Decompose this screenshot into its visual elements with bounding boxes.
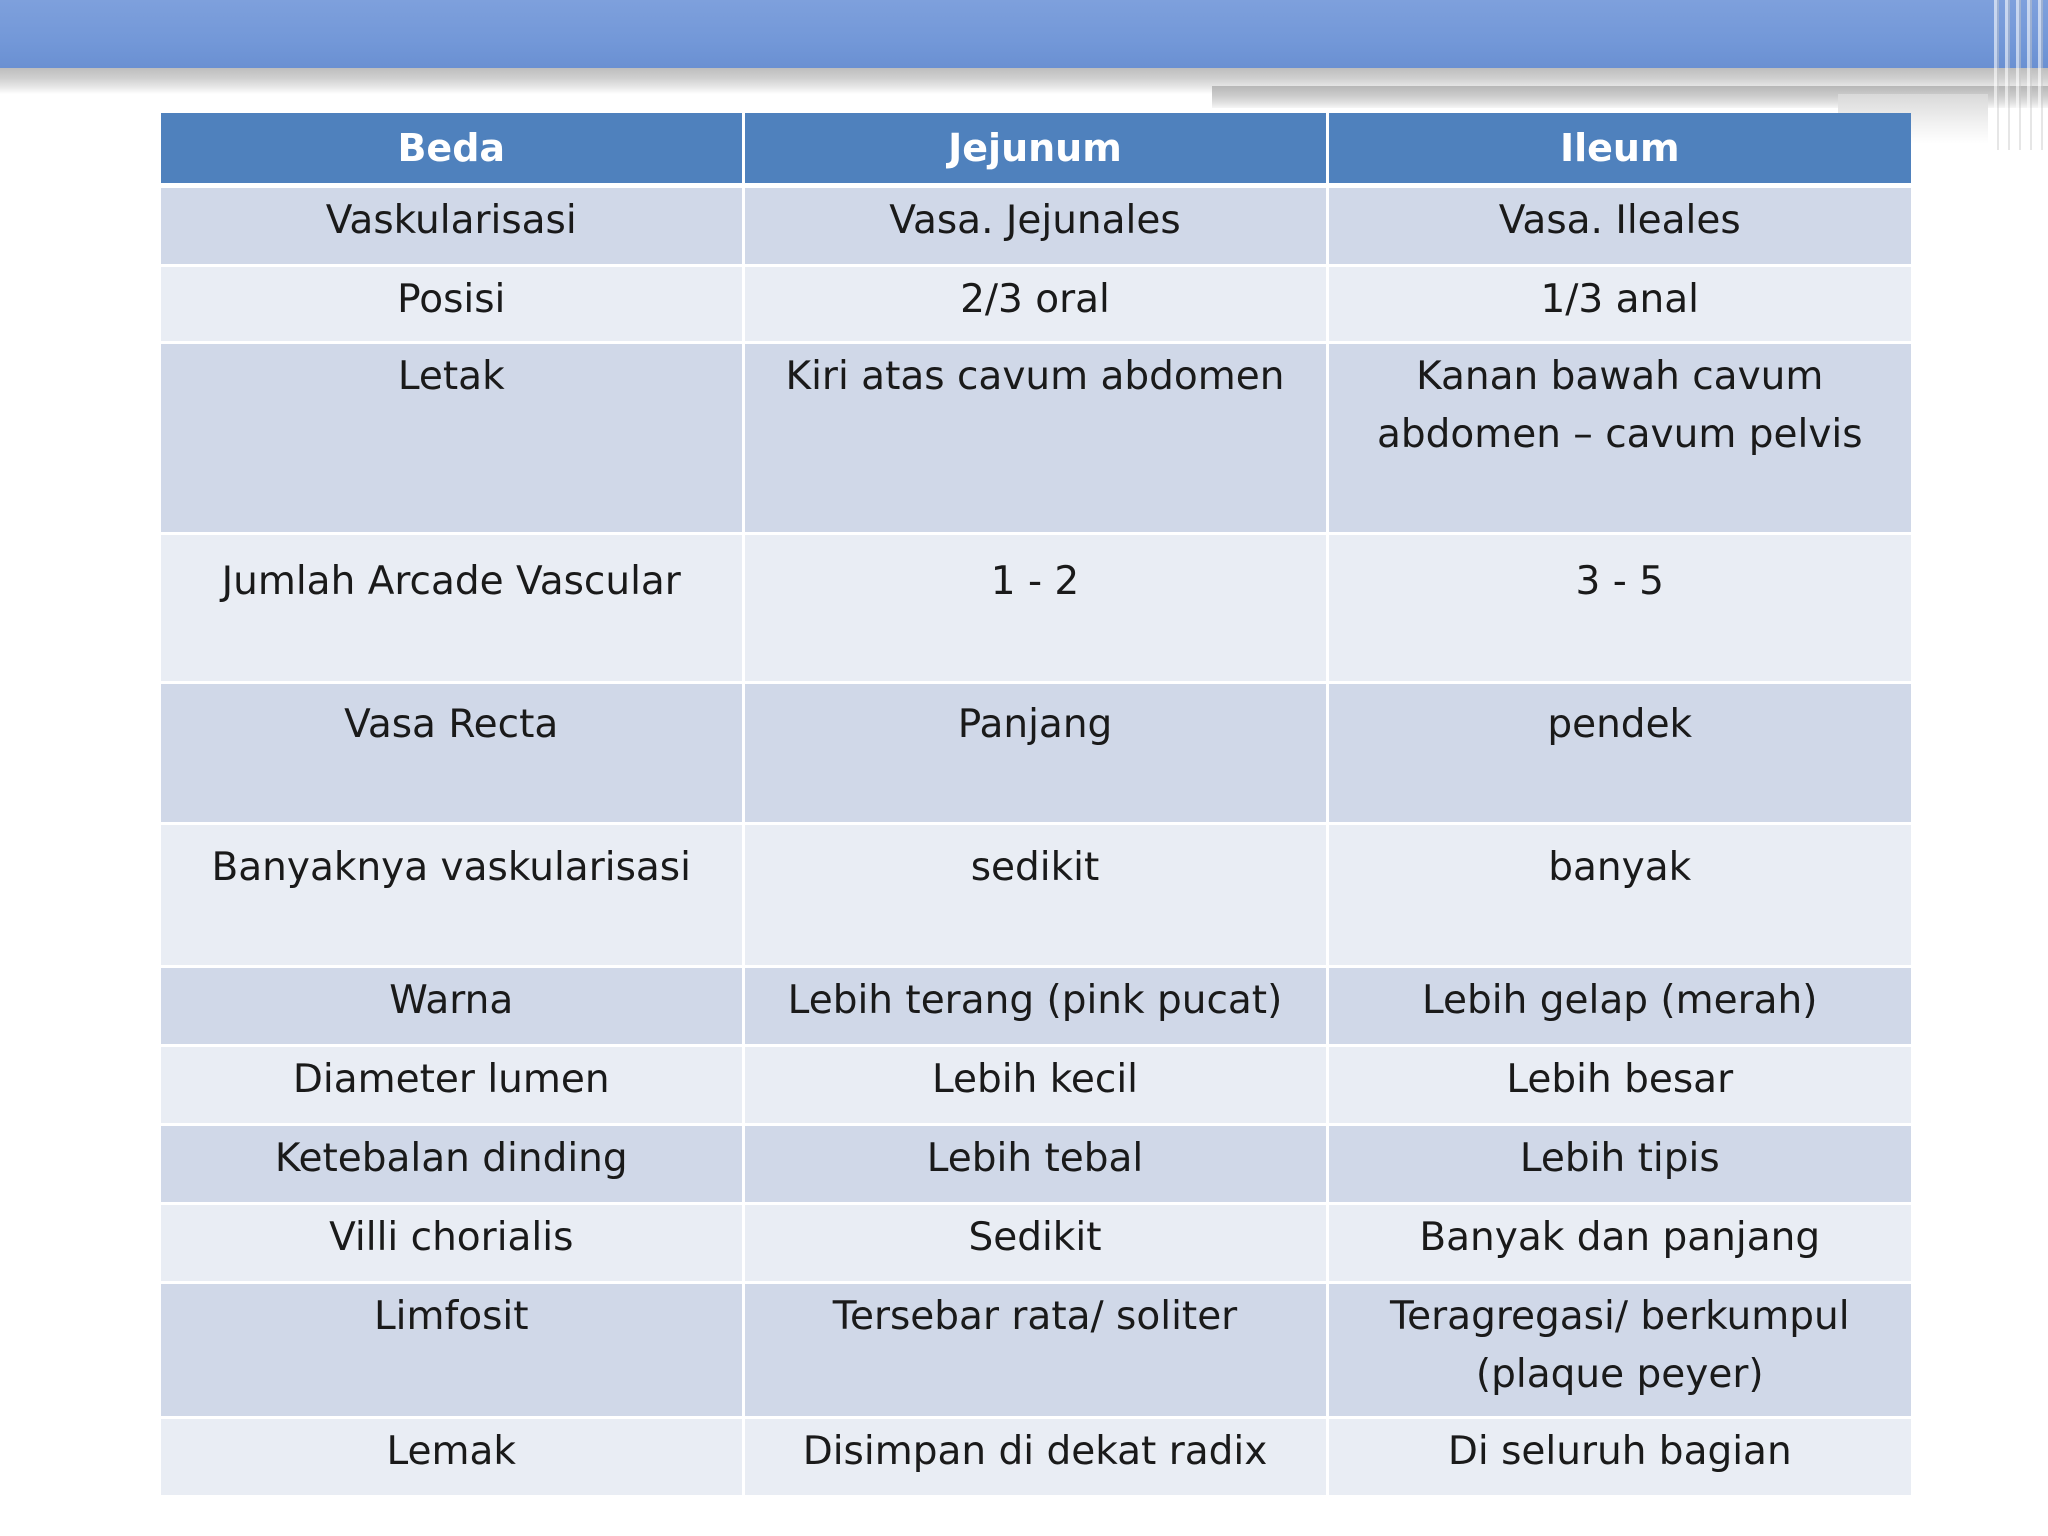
header-jejunum: Jejunum (743, 113, 1327, 186)
row-label: Limfosit (161, 1283, 743, 1418)
table-row (161, 1046, 1911, 1125)
ileum-cell: Teragregasi/ berkumpul (plaque peyer) (1327, 1283, 1911, 1418)
jejunum-cell: sedikit (743, 824, 1327, 967)
row-label: Ketebalan dinding (161, 1125, 743, 1204)
ileum-cell: Vasa. Ileales (1327, 186, 1911, 266)
jejunum-cell: Kiri atas cavum abdomen (743, 343, 1327, 534)
jejunum-cell: Disimpan di dekat radix (743, 1418, 1327, 1497)
row-label: Villi chorialis (161, 1204, 743, 1283)
table-row (161, 967, 1911, 1046)
jejunum-cell: Tersebar rata/ soliter (743, 1283, 1327, 1418)
jejunum-cell: 1 - 2 (743, 534, 1327, 683)
table-row (161, 1418, 1911, 1497)
top-banner (0, 0, 2048, 68)
header-ileum: Ileum (1327, 113, 1911, 186)
ileum-cell: Lebih tipis (1327, 1125, 1911, 1204)
row-label: Posisi (161, 266, 743, 343)
jejunum-cell: Lebih terang (pink pucat) (743, 967, 1327, 1046)
row-label: Jumlah Arcade Vascular (161, 534, 743, 683)
ileum-cell: pendek (1327, 683, 1911, 824)
ileum-cell: 3 - 5 (1327, 534, 1911, 683)
jejunum-cell: Panjang (743, 683, 1327, 824)
table-row (161, 824, 1911, 967)
comparison-table-container (161, 113, 1911, 1474)
ileum-cell: Banyak dan panjang (1327, 1204, 1911, 1283)
ileum-cell: Di seluruh bagian (1327, 1418, 1911, 1497)
row-label: Warna (161, 967, 743, 1046)
table-row (161, 343, 1911, 534)
jejunum-cell: Sedikit (743, 1204, 1327, 1283)
ileum-cell: Lebih gelap (merah) (1327, 967, 1911, 1046)
table-row (161, 186, 1911, 266)
row-label: Letak (161, 343, 743, 534)
right-decor-stripes (1988, 0, 2048, 150)
ileum-cell: banyak (1327, 824, 1911, 967)
row-label: Vaskularisasi (161, 186, 743, 266)
row-label: Lemak (161, 1418, 743, 1497)
table-row (161, 534, 1911, 683)
jejunum-cell: Lebih kecil (743, 1046, 1327, 1125)
table-row (161, 683, 1911, 824)
jejunum-cell: Vasa. Jejunales (743, 186, 1327, 266)
row-label: Diameter lumen (161, 1046, 743, 1125)
row-label: Vasa Recta (161, 683, 743, 824)
ileum-cell: Lebih besar (1327, 1046, 1911, 1125)
table-header-row (161, 113, 1911, 186)
comparison-table (161, 113, 1911, 1498)
jejunum-cell: 2/3 oral (743, 266, 1327, 343)
jejunum-cell: Lebih tebal (743, 1125, 1327, 1204)
row-label: Banyaknya vaskularisasi (161, 824, 743, 967)
table-row (161, 1125, 1911, 1204)
table-row (161, 1204, 1911, 1283)
table-row (161, 266, 1911, 343)
table-row (161, 1283, 1911, 1418)
header-beda: Beda (161, 113, 743, 186)
ileum-cell: 1/3 anal (1327, 266, 1911, 343)
ileum-cell: Kanan bawah cavum abdomen – cavum pelvis (1327, 343, 1911, 534)
